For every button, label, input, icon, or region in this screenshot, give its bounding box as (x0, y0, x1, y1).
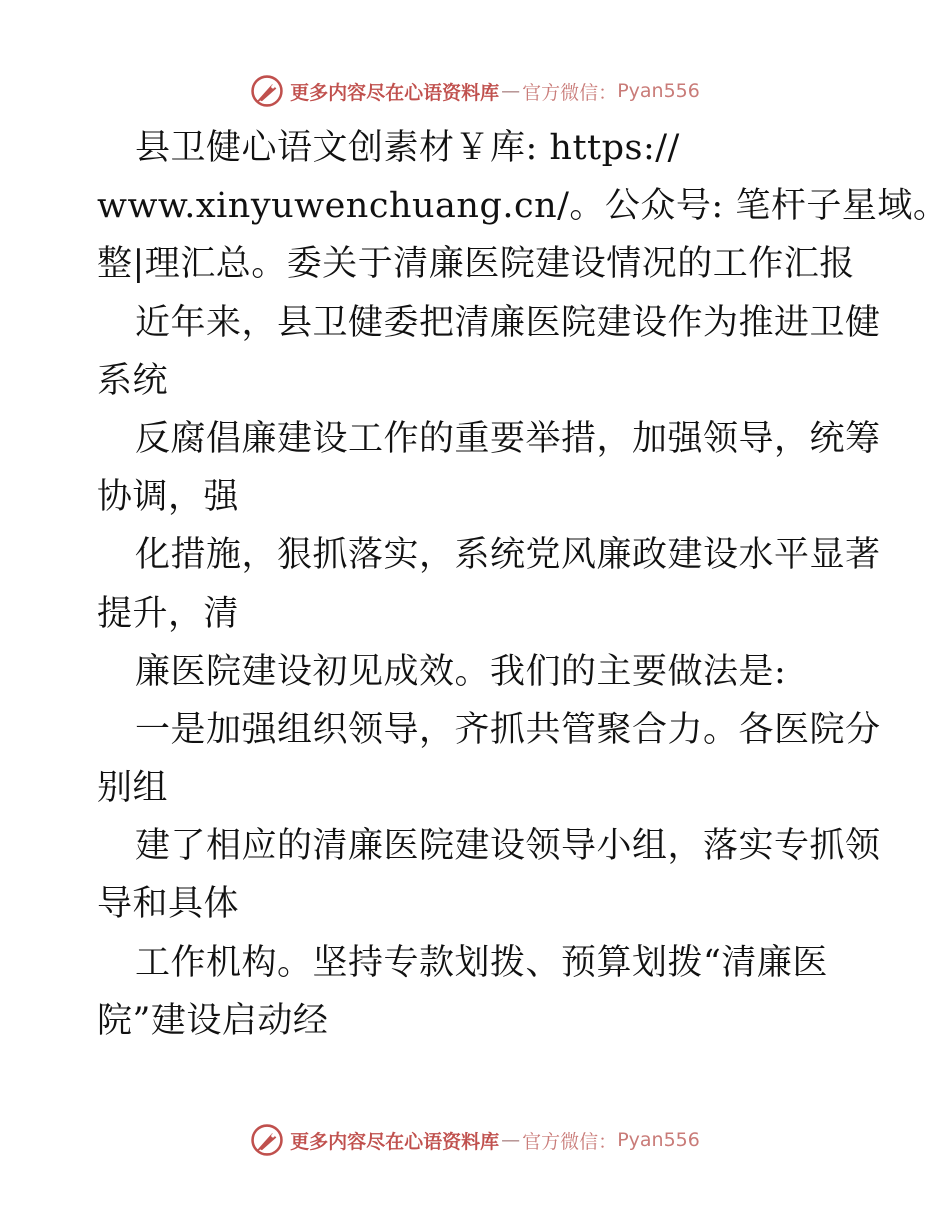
text-line: 建了相应的清廉医院建设领导小组，落实专抓领 (135, 826, 881, 867)
pen-nib-logo-icon (250, 1123, 284, 1157)
banner-official-label: 官方微信： (522, 81, 618, 104)
text-line: 一是加强组织领导，齐抓共管聚合力。各医院分 (135, 709, 881, 750)
footer-watermark-banner (0, 1120, 950, 1160)
banner-separator: — (501, 80, 521, 102)
header-watermark-banner (0, 71, 950, 111)
banner-official-label: 官方微信： (522, 1130, 618, 1153)
text-line: 工作机构。坚持专款划拨、预算划拨“清廉医 (135, 942, 828, 983)
text-line: 整|理汇总。委关于清廉医院建设情况的工作汇报 (97, 244, 855, 285)
text-line: 县卫健心语文创素材￥库: https:// (135, 128, 680, 168)
text-line: 院”建设启动经 (97, 1000, 329, 1041)
banner-wechat-id: Pyan556 (617, 1129, 700, 1151)
text-line: www.xinyuwenchuang.cn/。公众号: 笔杆子星域。 (97, 186, 949, 227)
text-line: 协调，强 (97, 477, 240, 518)
text-line: 别组 (97, 768, 169, 809)
banner-main-text: 更多内容尽在心语资料库 (290, 1130, 500, 1153)
text-line: 提升，清 (97, 593, 240, 634)
text-line: 化措施，狠抓落实，系统党风廉政建设水平显著 (135, 535, 881, 576)
text-line: 反腐倡廉建设工作的重要举措，加强领导，统筹 (135, 418, 881, 459)
text-line: 廉医院建设初见成效。我们的主要做法是: (135, 651, 787, 692)
banner-wechat-id: Pyan556 (617, 80, 700, 102)
text-line: 近年来，县卫健委把清廉医院建设作为推进卫健 (135, 302, 881, 343)
banner-main-text: 更多内容尽在心语资料库 (290, 81, 500, 104)
text-line: 系统 (97, 360, 169, 401)
text-line: 导和具体 (97, 884, 240, 925)
document-body (97, 119, 949, 1050)
banner-separator: — (501, 1129, 521, 1151)
pen-nib-logo-icon (250, 74, 284, 108)
